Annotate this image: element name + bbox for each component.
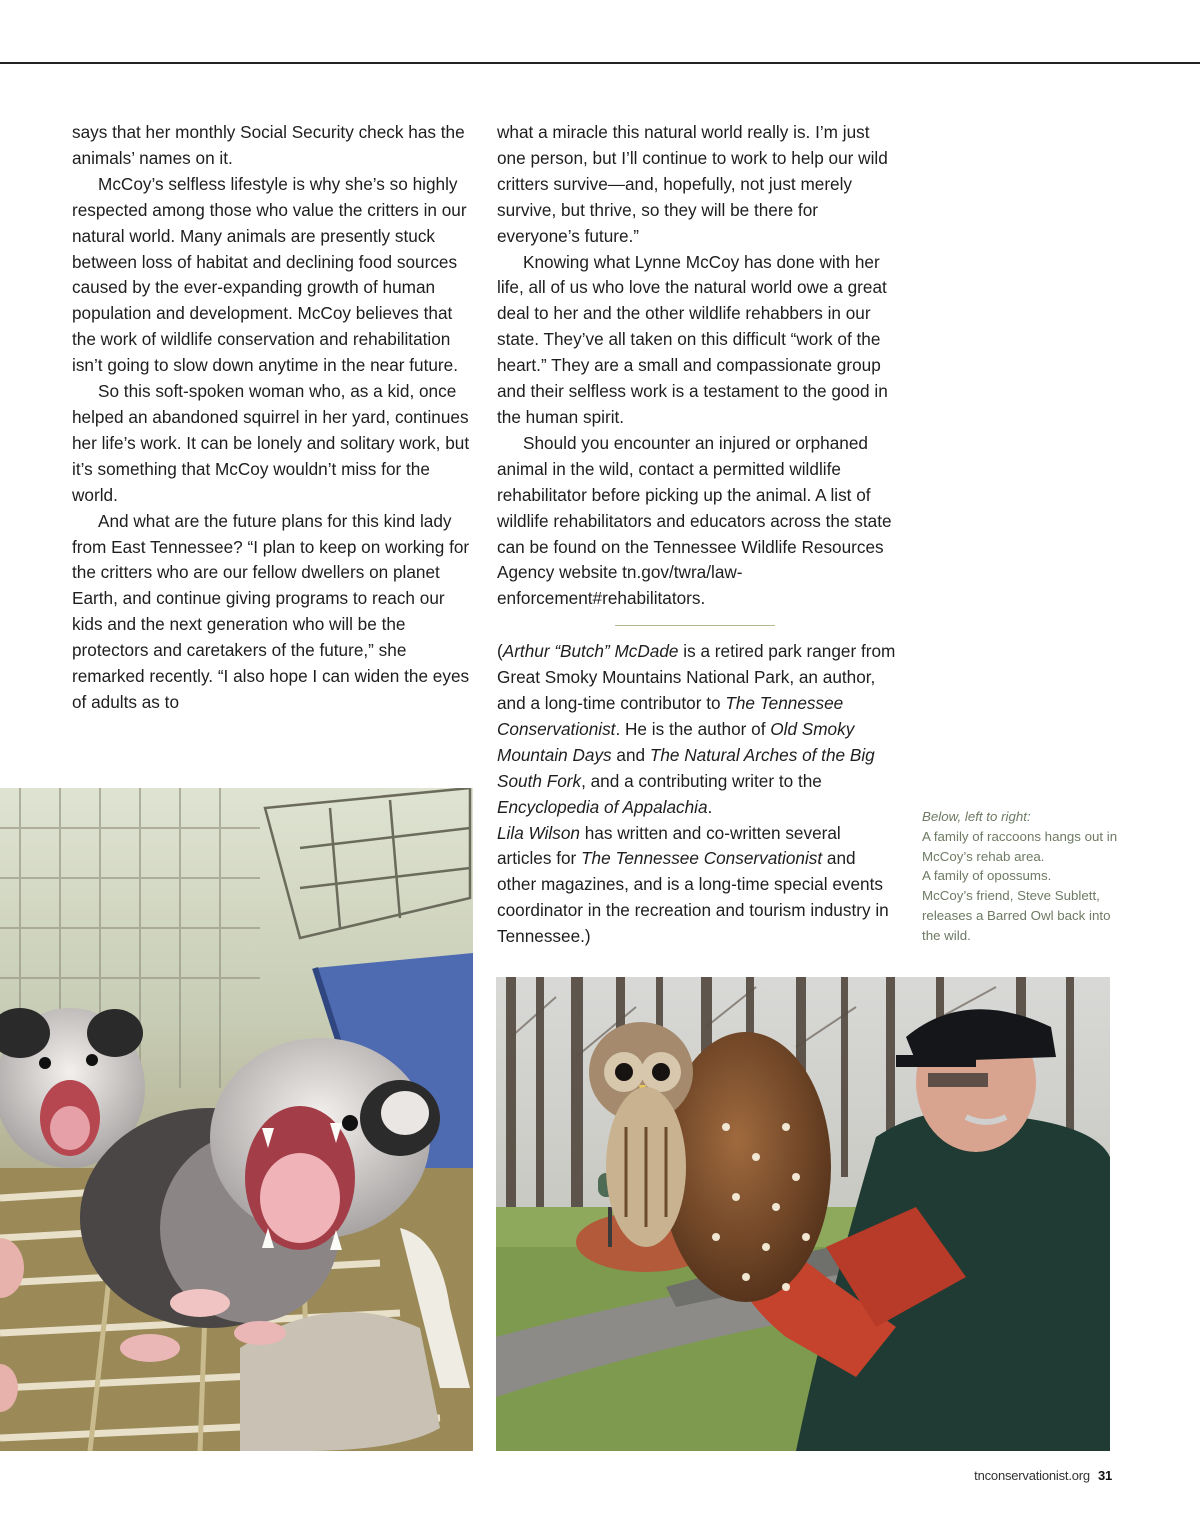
owl-release-photo bbox=[496, 977, 1110, 1451]
caption-lead: Below, left to right: bbox=[922, 809, 1031, 824]
caption-line-1: A family of raccoons hangs out in McCoy’s rehab area. bbox=[922, 828, 1118, 864]
section-divider bbox=[615, 625, 775, 626]
bio-text-2: . He is the author of bbox=[615, 718, 771, 739]
author-bio-2 bbox=[497, 821, 899, 951]
middle-paragraph-1: what a miracle this natural world really is. I’m just one person, but I’ll continue to work to help our wild critters survive—and, hopefully, not just merely survive, but thrive, so they will be there for everyone’s future.” bbox=[497, 122, 888, 246]
owl-illustration bbox=[496, 977, 1110, 1451]
middle-paragraph-3: Should you encounter an injured or orphaned animal in the wild, contact a permitted wildlife rehabilitator before picking up the animal. A list of wildlife rehabilitators and educators across the state can be found on the Tennessee Wildlife Resources Agency website tn.gov/twra/law-enforcement#rehabilitators. bbox=[497, 432, 892, 609]
opossum-photo bbox=[0, 788, 473, 1451]
bio-text-4: , and a contributing writer to the bbox=[581, 770, 822, 791]
bio-publication-2: The Tennessee Conservationist bbox=[581, 848, 823, 869]
bio-open-paren: ( bbox=[497, 641, 503, 662]
footer-site: tnconservationist.org bbox=[974, 1468, 1090, 1483]
bio-book-1: Old Smoky Mountain Days bbox=[497, 718, 855, 765]
bio-text-3: and bbox=[611, 744, 650, 765]
caption-line-3: McCoy’s friend, Steve Sublett, releases a Barred Owl back into the wild. bbox=[922, 888, 1111, 943]
author-bio bbox=[497, 639, 899, 950]
bio-text-1: is a retired park ranger from Great Smoky Mountains National Park, an author, and a long-time contributor to bbox=[497, 641, 896, 714]
author-bio-1 bbox=[497, 639, 899, 820]
page-number: 31 bbox=[1097, 1468, 1112, 1483]
bio-publication-1: The Tennessee Conservationist bbox=[497, 693, 844, 739]
bio-author-2: Lila Wilson bbox=[497, 822, 580, 843]
left-column bbox=[72, 120, 472, 716]
caption-line-2: A family of opossums. bbox=[922, 868, 1052, 884]
bio-text-7: and other magazines, and is a long-time special events coordinator in the recreation and tourism industry in Tennessee.) bbox=[497, 848, 889, 947]
bio-text-5: . bbox=[707, 796, 713, 817]
bio-author-1: Arthur “Butch” McDade bbox=[502, 641, 679, 662]
left-paragraph-4: And what are the future plans for this kind lady from East Tennessee? “I plan to keep on working for the critters who are our fellow dwellers on planet Earth, and continue giving programs to reach our kids and the next generation who will be the protectors and caretakers of the future,” she remarked recently. “I also hope I can widen the eyes of adults as to bbox=[72, 510, 470, 712]
top-rule bbox=[0, 62, 1200, 64]
page-footer bbox=[974, 1468, 1112, 1483]
bio-text-6: has written and co-written several articles for bbox=[497, 822, 841, 869]
left-paragraph-3: So this soft-spoken woman who, as a kid, once helped an abandoned squirrel in her yard, continues her life’s work. It can be lonely and solitary work, but it’s something that McCoy wouldn’t miss for the world. bbox=[72, 381, 470, 505]
left-paragraph-2: McCoy’s selfless lifestyle is why she’s so highly respected among those who value the critters in our natural world. Many animals are presently stuck between loss of habitat and declining food sources caused by the ever-expanding growth of human population and development. McCoy believes that the work of wildlife conservation and rehabilitation isn’t going to slow down anytime in the near future. bbox=[72, 173, 467, 376]
bio-book-3: Encyclopedia of Appalachia bbox=[497, 796, 708, 817]
middle-column bbox=[497, 120, 899, 950]
left-paragraph-1: says that her monthly Social Security check has the animals’ names on it. bbox=[72, 122, 465, 168]
bio-book-2: The Natural Arches of the Big South Fork bbox=[497, 744, 875, 791]
photo-caption bbox=[922, 807, 1122, 946]
opossum-illustration bbox=[0, 788, 473, 1451]
middle-paragraph-2: Knowing what Lynne McCoy has done with her life, all of us who love the natural world owe a great deal to her and the other wildlife rehabbers in our state. They’ve all taken on this difficult “work of the heart.” They are a small and compassionate group and their selfless work is a testament to the good in the human spirit. bbox=[497, 251, 888, 427]
